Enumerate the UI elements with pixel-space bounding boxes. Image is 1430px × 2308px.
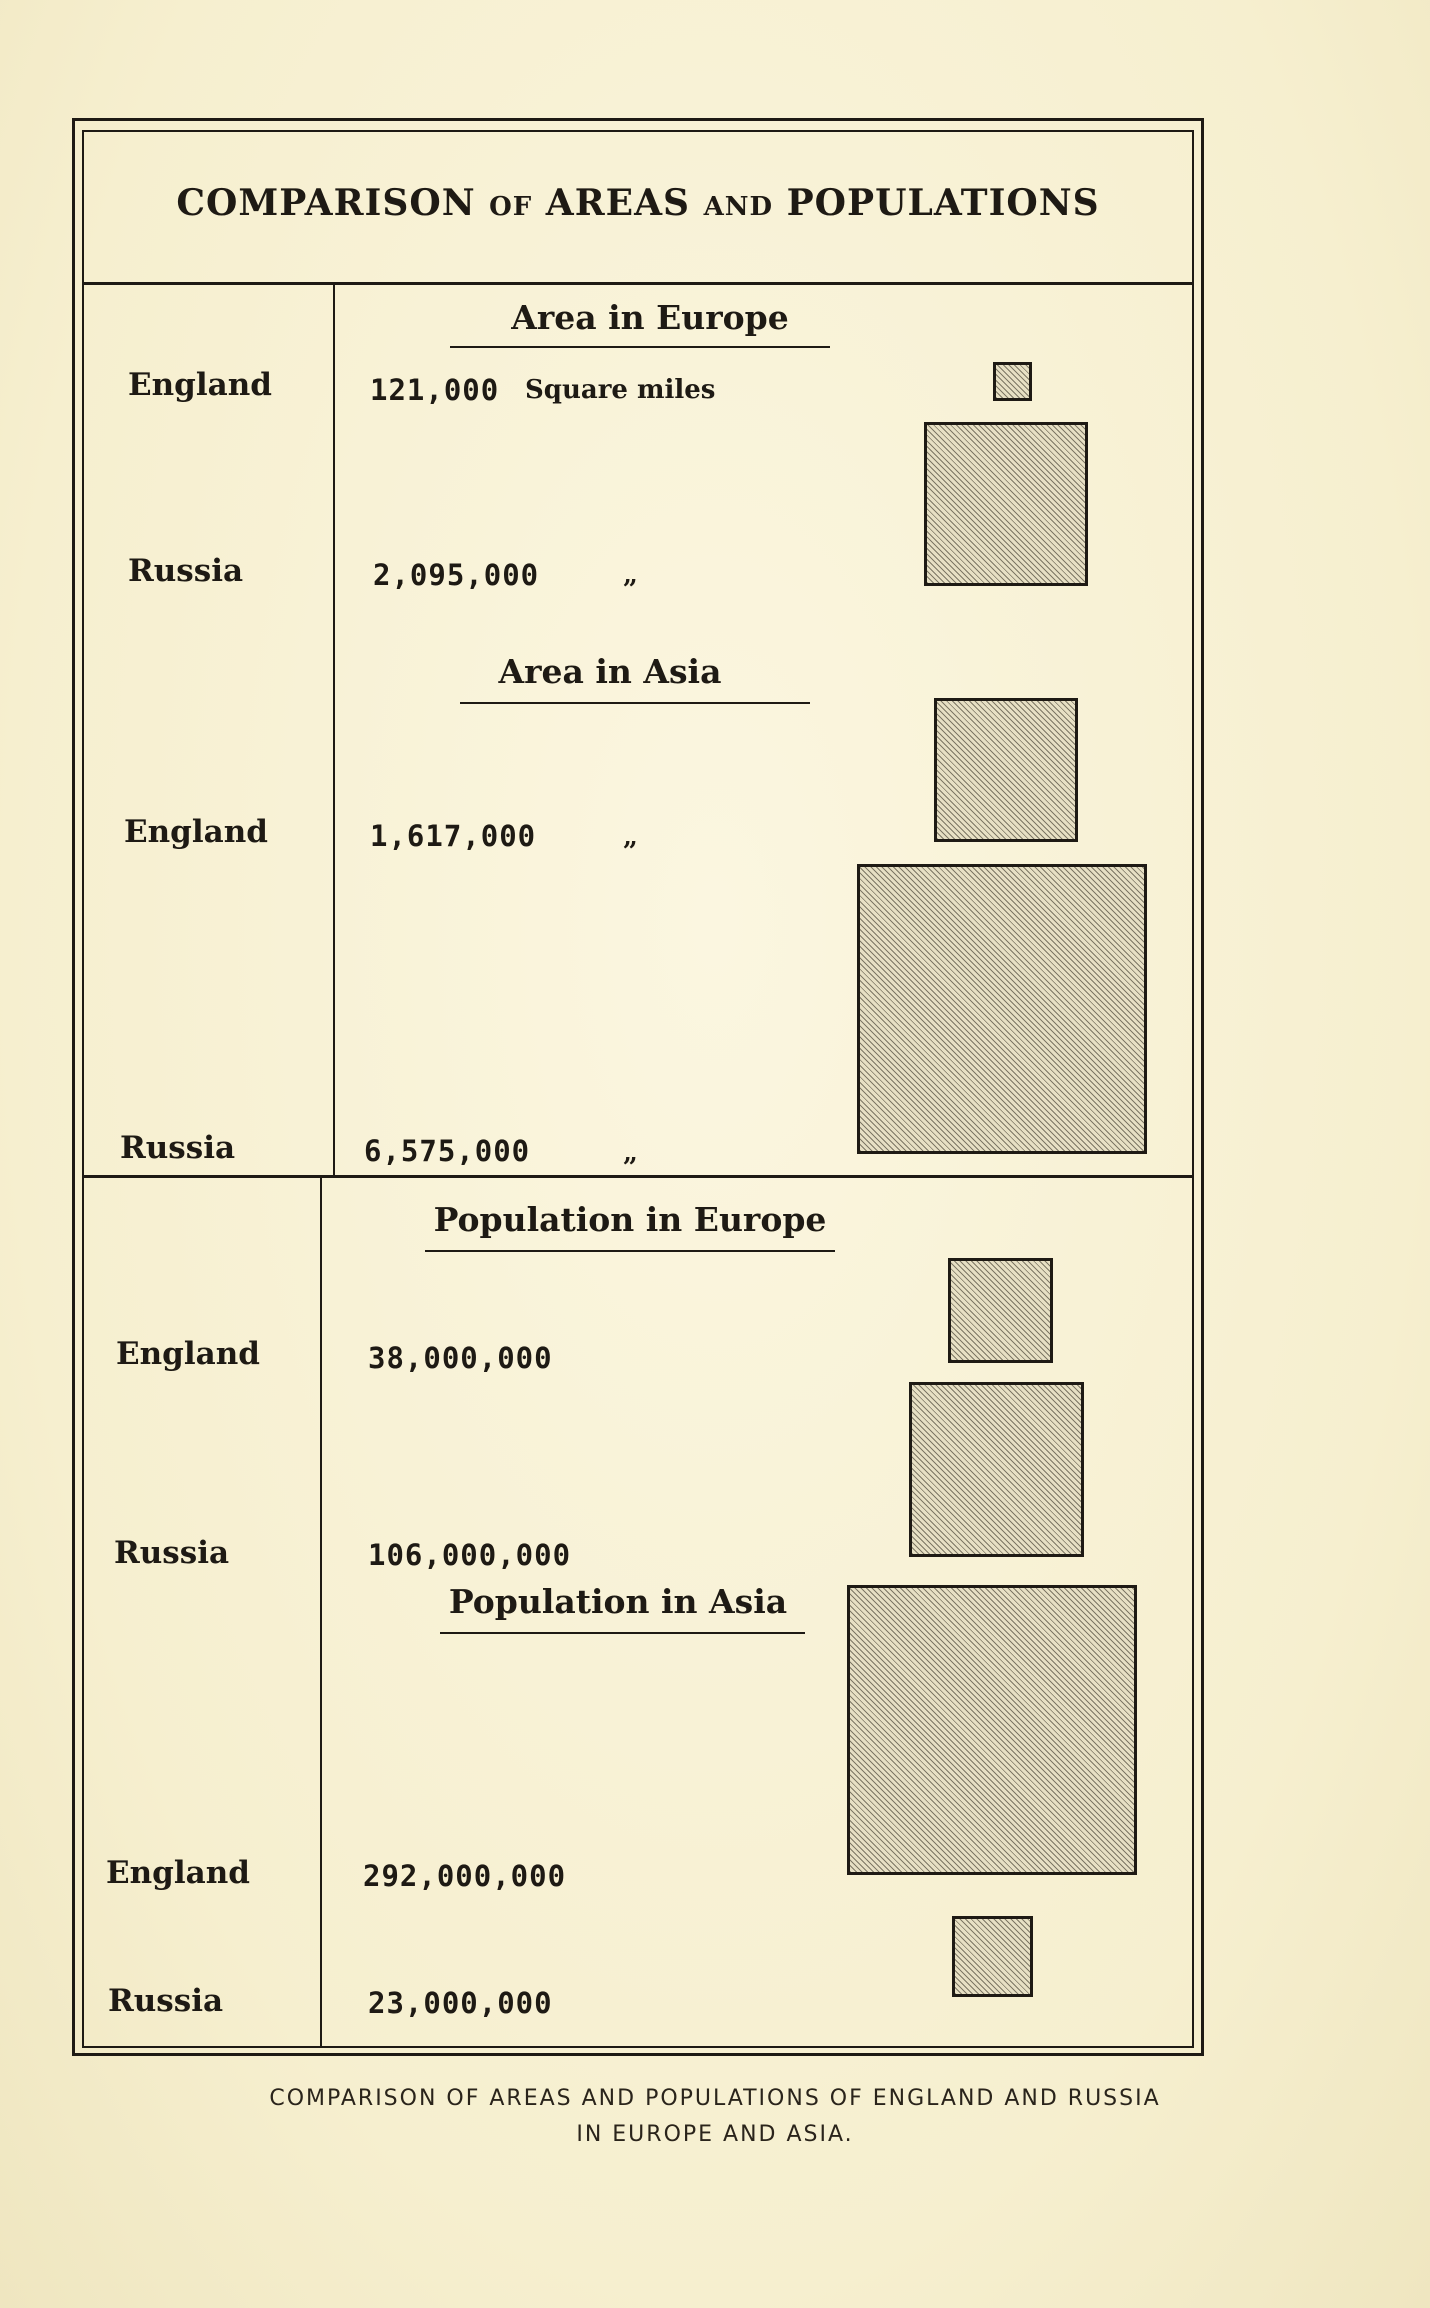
country-label-england: England — [106, 1855, 250, 1891]
section-underline — [425, 1250, 835, 1252]
ditto-mark: „ — [623, 560, 638, 590]
figure-caption-line-1: COMPARISON OF AREAS AND POPULATIONS OF ENGLAND AND RUSSIA — [269, 2086, 1161, 2111]
title-word-comparison: COMPARISON — [176, 182, 476, 224]
section-underline — [440, 1632, 805, 1634]
value-population-europe-england: 38,000,000 — [368, 1341, 553, 1375]
section-heading-area-asia: Area in Asia — [498, 652, 722, 691]
value-area-asia-england: 1,617,000 — [370, 819, 537, 853]
section-underline — [460, 702, 810, 704]
country-label-england: England — [116, 1336, 260, 1372]
value-population-asia-england: 292,000,000 — [363, 1859, 567, 1893]
column-divider-area — [333, 285, 335, 1175]
population-square-europe-russia — [909, 1382, 1084, 1557]
area-square-europe-england — [993, 362, 1032, 401]
value-population-europe-russia: 106,000,000 — [368, 1538, 572, 1572]
section-underline — [450, 346, 830, 348]
country-label-russia: Russia — [108, 1983, 224, 2019]
value-area-europe-russia: 2,095,000 — [373, 558, 540, 592]
ditto-mark: „ — [623, 1138, 638, 1168]
area-square-asia-russia — [857, 864, 1147, 1154]
chart-title — [82, 182, 1194, 224]
ditto-mark: „ — [623, 822, 638, 852]
title-word-populations: POPULATIONS — [786, 182, 1100, 224]
section-heading-population-europe: Population in Europe — [433, 1200, 827, 1239]
area-square-asia-england — [934, 698, 1078, 842]
section-heading-population-asia: Population in Asia — [448, 1582, 788, 1621]
value-area-asia-russia: 6,575,000 — [364, 1134, 531, 1168]
title-divider — [82, 282, 1194, 285]
population-square-asia-russia — [952, 1916, 1033, 1997]
country-label-russia: Russia — [128, 553, 244, 589]
title-word-of: OF — [489, 192, 533, 222]
column-divider-population — [320, 1178, 322, 2046]
country-label-england: England — [128, 367, 272, 403]
title-word-and: AND — [703, 192, 774, 222]
country-label-russia: Russia — [120, 1130, 236, 1166]
country-label-russia: Russia — [114, 1535, 230, 1571]
country-label-england: England — [124, 814, 268, 850]
area-population-divider — [82, 1175, 1194, 1178]
section-heading-area-europe: Area in Europe — [511, 298, 789, 337]
area-square-europe-russia — [924, 422, 1088, 586]
population-square-europe-england — [948, 1258, 1053, 1363]
value-population-asia-russia: 23,000,000 — [368, 1986, 553, 2020]
population-square-asia-england — [847, 1585, 1137, 1875]
title-word-areas: AREAS — [545, 182, 691, 224]
value-area-europe-england: 121,000 — [370, 373, 500, 407]
figure-caption-line-2: IN EUROPE AND ASIA. — [576, 2122, 854, 2147]
unit-label: Square miles — [525, 375, 716, 405]
